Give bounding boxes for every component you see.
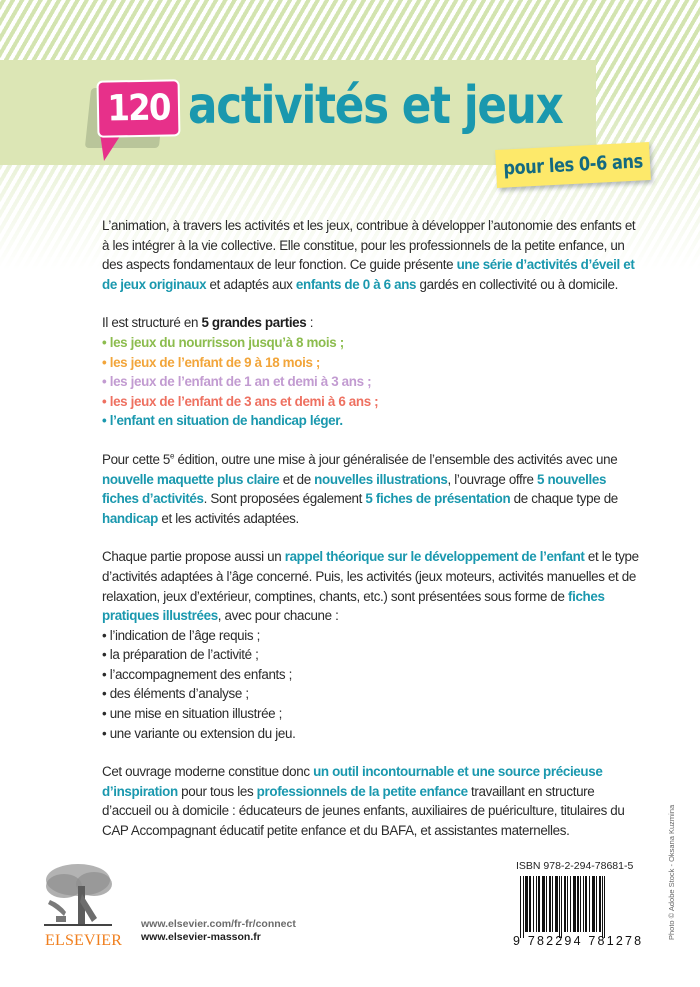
sheet-item: • l’indication de l’âge requis ; — [102, 627, 260, 643]
structure-paragraph — [102, 313, 642, 333]
highlight: fiches pratiques illustrées — [102, 588, 605, 624]
age-range-tag — [495, 142, 651, 188]
age-range-text: pour les 0-6 ans — [502, 150, 644, 180]
elsevier-masson-url[interactable]: www.elsevier-masson.fr — [141, 931, 261, 943]
elsevier-tree-logo-icon — [42, 860, 114, 938]
bold-text: 5 grandes parties — [201, 315, 307, 331]
highlight: rappel théorique sur le développement de l’enfant — [284, 549, 585, 565]
sheet-contents-list — [102, 626, 642, 744]
text: et le type d’activités adaptées à l’âge concerné. Puis, les activités (jeux moteurs, activités manuelles et de relaxation, jeux d’extérieur, comptines, chants, etc.) sont présentées sous forme de — [102, 549, 639, 604]
publisher-name: ELSEVIER — [45, 932, 123, 949]
highlight: un outil incontournable et une source précieuse d’inspiration — [102, 764, 603, 799]
conclusion-paragraph — [102, 762, 642, 840]
text: gardés en collectivité ou à domicile. — [416, 276, 618, 292]
highlight: 5 nouvelles fiches d’activités — [102, 471, 607, 507]
edition-paragraph — [102, 450, 642, 528]
part-item: • les jeux du nourrisson jusqu’à 8 mois ; — [102, 334, 344, 350]
sheet-item: • l’accompagnement des enfants ; — [102, 666, 292, 682]
photo-credit: Photo © Adobe Stock - Oksana Kuzmina — [667, 804, 676, 940]
text: Cet ouvrage moderne constitue donc — [102, 764, 314, 780]
part-item: • les jeux de l’enfant de 1 an et demi à 3 ans ; — [102, 374, 372, 390]
text: L’animation, à travers les activités et les jeux, contribue à développer l’autonomie des enfants et à les intégrer à la vie collective. Elle constitue, pour les professionnels de la petite enfance, un des aspects fondamentaux de leur fonction. Ce guide présente — [102, 218, 636, 273]
text: travaillant en structure d’accueil ou à domicile : éducateurs de jeunes enfants, auxiliaires de puériculture, titulaires du CAP Accompagnant éducatif petite enfance et du BAFA, et assistantes maternelles. — [102, 783, 625, 839]
highlight: enfants de 0 à 6 ans — [295, 276, 417, 292]
text: Pour cette 5 — [102, 451, 171, 467]
text: et adaptés aux — [206, 276, 296, 292]
text: et les activités adaptées. — [157, 510, 299, 526]
sheet-item: • une mise en situation illustrée ; — [102, 706, 283, 722]
badge-number: 120 — [107, 87, 170, 130]
highlight: 5 fiches de présentation — [365, 491, 511, 507]
text: Chaque partie propose aussi un — [102, 549, 285, 565]
barcode-icon — [520, 876, 628, 938]
text: : — [306, 315, 314, 331]
intro-paragraph — [102, 216, 642, 294]
highlight: nouvelle maquette plus claire — [102, 471, 280, 487]
text: , l’ouvrage offre — [447, 471, 537, 487]
highlight: handicap — [102, 510, 158, 526]
sheet-item: • une variante ou extension du jeu. — [102, 725, 296, 741]
text: pour tous les — [177, 783, 257, 799]
sheet-item: • la préparation de l’activité ; — [102, 647, 259, 663]
sheet-item: • des éléments d’analyse ; — [102, 686, 249, 702]
back-cover-text — [102, 216, 642, 860]
isbn: ISBN 978-2-294-78681-5 — [516, 860, 634, 872]
barcode-digits: 9 782294 781278 — [513, 934, 644, 948]
text: édition, outre une mise à jour généralisée de l’ensemble des activités avec une — [174, 451, 618, 467]
part-item: • les jeux de l’enfant de 3 ans et demi à 6 ans ; — [102, 393, 379, 409]
highlight: professionnels de la petite enfance — [256, 783, 468, 799]
speech-bubble-badge — [97, 79, 181, 137]
parts-detail-paragraph — [102, 547, 642, 625]
text: Il est structuré en — [102, 315, 202, 331]
highlight: nouvelles illustrations — [314, 471, 448, 487]
elsevier-connect-url[interactable]: www.elsevier.com/fr-fr/connect — [141, 918, 296, 930]
text: , avec pour chacune : — [217, 608, 339, 624]
text: . Sont proposées également — [203, 491, 366, 507]
part-item: • l’enfant en situation de handicap léger. — [102, 413, 343, 429]
highlight: une série d’activités d’éveil et de jeux originaux — [102, 257, 635, 292]
text: de chaque type de — [510, 491, 618, 507]
text: et de — [279, 471, 315, 487]
superscript: e — [170, 451, 175, 461]
parts-list — [102, 333, 642, 431]
part-item: • les jeux de l’enfant de 9 à 18 mois ; — [102, 354, 321, 370]
book-title: activités et jeux — [188, 76, 563, 136]
